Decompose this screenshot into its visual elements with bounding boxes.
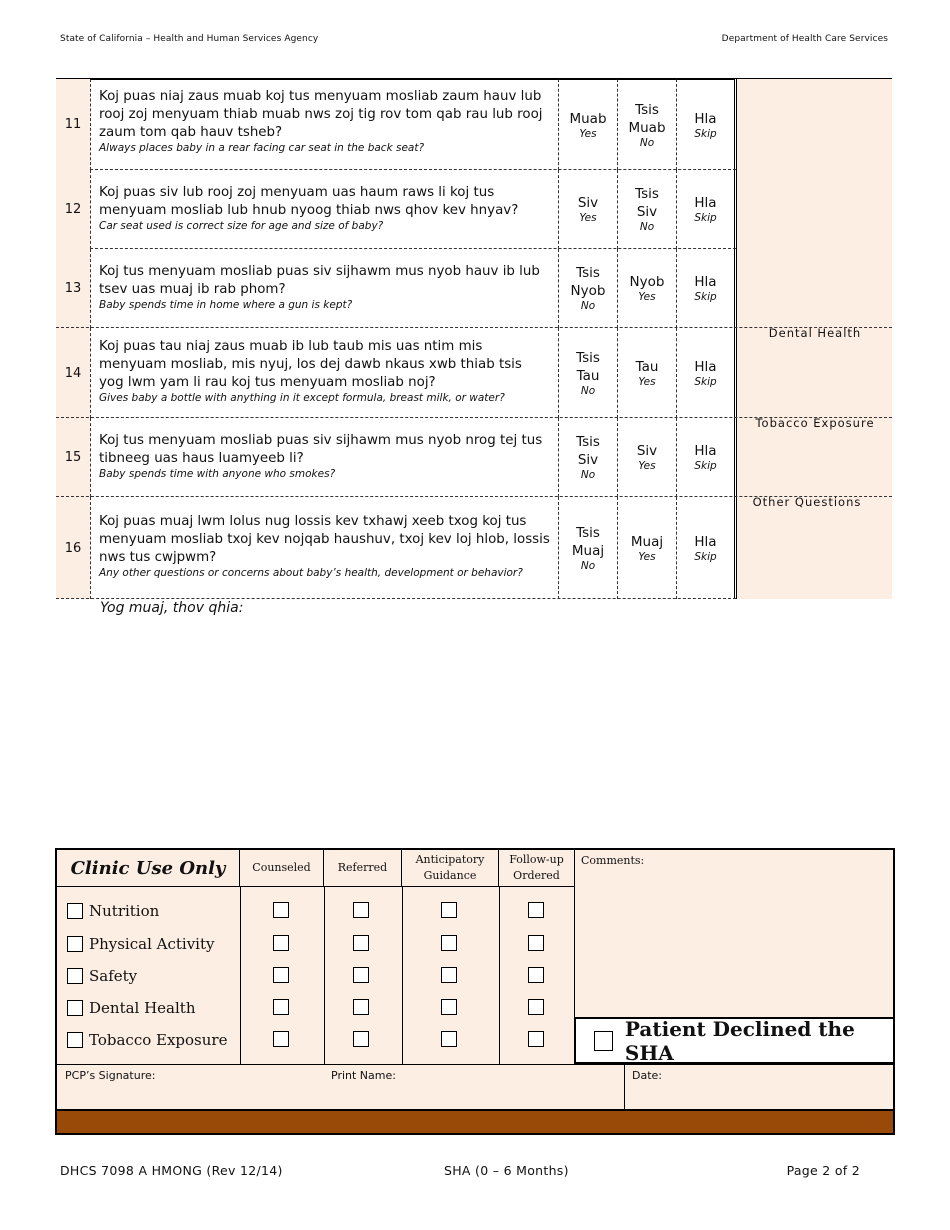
signature-row — [57, 1064, 893, 1110]
question-hmong: Koj puas niaj zaus muab koj tus menyuam mosliab zaum hauv lub rooj zoj menyuam thiab muab nws zoj tig rov tom qab rau lub rooj zaum tom qab hauv tsheb? — [99, 89, 543, 140]
answer-english: Yes — [638, 291, 656, 303]
answer-hmong: Tsis Siv — [576, 434, 600, 468]
clinic-use-box — [55, 848, 895, 1135]
answer-hmong: Tau — [635, 358, 659, 375]
counseled-checkbox[interactable] — [273, 967, 289, 983]
side-panel — [736, 497, 892, 599]
question-number: 14 — [56, 328, 90, 418]
signature-divider — [624, 1065, 625, 1111]
question-table — [56, 79, 892, 599]
answer-english: Yes — [638, 375, 656, 388]
question-hmong: Koj tus menyuam mosliab puas siv sijhawm mus nyob nrog tej tus tibneeg uas haus luamyeeb li? — [99, 433, 543, 466]
section-label-other: Other Questions — [752, 495, 862, 509]
question-hmong: Koj puas siv lub rooj zoj menyuam uas haum raws li koj tus menyuam mosliab lub hnub nyoog thiab nws qhov kev hnyav? — [99, 185, 519, 218]
question-number: 12 — [56, 170, 90, 249]
explain-answer-area[interactable] — [100, 620, 880, 820]
form-id: DHCS 7098 A HMONG (Rev 12/14) — [60, 1163, 283, 1178]
answer-option[interactable] — [558, 249, 617, 328]
follow-up-checkbox[interactable] — [528, 902, 544, 918]
clinic-title: Clinic Use Only — [57, 850, 240, 887]
answer-hmong: Tsis Muab — [628, 101, 666, 136]
question-number: 11 — [56, 79, 90, 170]
counseled-checkbox[interactable] — [273, 935, 289, 951]
answer-option[interactable] — [676, 170, 735, 249]
question-text — [90, 170, 558, 249]
answer-hmong: Tsis Nyob — [570, 265, 606, 299]
footer-color-bar — [57, 1109, 893, 1133]
topic-label: Tobacco Exposure — [89, 1031, 228, 1049]
anticipatory-guidance-checkbox[interactable] — [441, 902, 457, 918]
answer-option[interactable] — [676, 418, 735, 497]
explain-prompt: Yog muaj, thov qhia: — [100, 600, 244, 616]
tobacco-exposure-checkbox[interactable] — [67, 1032, 83, 1048]
answer-option[interactable] — [558, 497, 617, 599]
follow-up-checkbox[interactable] — [528, 1031, 544, 1047]
clinic-row-nutrition — [57, 894, 575, 926]
table-row — [56, 328, 892, 418]
answer-hmong: Nyob — [629, 274, 665, 290]
follow-up-checkbox[interactable] — [528, 935, 544, 951]
question-text — [90, 328, 558, 418]
referred-checkbox[interactable] — [353, 902, 369, 918]
question-hmong: Koj tus menyuam mosliab puas siv sijhawm mus nyob hauv ib lub tsev uas muaj ib rab phom? — [99, 264, 540, 297]
answer-english: No — [580, 384, 596, 397]
question-hmong: Koj puas muaj lwm lolus nug lossis kev txhawj xeeb txog koj tus menyuam mosliab txoj kev nojqab haushuv, txoj kev loj hlob, lossis nws tus cwjpwm? — [99, 514, 550, 565]
question-number: 13 — [56, 249, 90, 328]
answer-option[interactable] — [558, 79, 617, 170]
side-panel — [736, 170, 892, 249]
answer-english: Skip — [694, 127, 717, 140]
question-number: 16 — [56, 497, 90, 599]
question-english: Car seat used is correct size for age and size of baby? — [99, 220, 384, 232]
clinic-row-tobacco-exposure — [57, 1023, 575, 1055]
answer-option[interactable] — [558, 170, 617, 249]
nutrition-checkbox[interactable] — [67, 903, 83, 919]
print-name-label: Print Name: — [331, 1069, 396, 1082]
answer-english: Skip — [694, 550, 717, 563]
answer-hmong: Hla — [694, 195, 717, 211]
column-header-follow-up-ordered: Follow-up Ordered — [499, 850, 575, 887]
question-hmong: Koj puas tau niaj zaus muab ib lub taub mis uas ntim mis menyuam mosliab, mis nyuj, los dej dawb nkaus xwb thiab tsis yog lwm yam li rau koj tus menyuam mosliab noj? — [99, 339, 522, 390]
dental-health-checkbox[interactable] — [67, 1000, 83, 1016]
agency-header: State of California – Health and Human Services Agency — [60, 34, 319, 44]
question-text — [90, 418, 558, 497]
answer-option[interactable] — [676, 79, 735, 170]
answer-english: No — [639, 136, 655, 149]
answer-english: Yes — [579, 127, 597, 140]
anticipatory-guidance-checkbox[interactable] — [441, 967, 457, 983]
clinic-row-safety — [57, 959, 575, 991]
side-panel — [736, 418, 892, 497]
answer-hmong: Hla — [694, 533, 717, 550]
safety-checkbox[interactable] — [67, 968, 83, 984]
counseled-checkbox[interactable] — [273, 902, 289, 918]
counseled-checkbox[interactable] — [273, 1031, 289, 1047]
answer-english: No — [580, 469, 596, 481]
pcp-signature-label: PCP’s Signature: — [65, 1069, 156, 1082]
question-english: Baby spends time in home where a gun is kept? — [99, 299, 353, 311]
table-row — [56, 497, 892, 599]
answer-hmong: Hla — [694, 110, 717, 127]
patient-declined-option[interactable] — [574, 1017, 895, 1064]
date-label: Date: — [632, 1069, 662, 1082]
question-english: Any other questions or concerns about baby’s health, development or behavior? — [99, 567, 523, 579]
answer-english: Skip — [694, 460, 717, 472]
answer-english: No — [639, 221, 655, 233]
answer-option[interactable] — [617, 328, 676, 418]
referred-checkbox[interactable] — [353, 999, 369, 1015]
anticipatory-guidance-checkbox[interactable] — [441, 1031, 457, 1047]
column-header-counseled: Counseled — [240, 850, 324, 887]
answer-option[interactable] — [558, 418, 617, 497]
clinic-row-dental-health — [57, 991, 575, 1023]
answer-hmong: Hla — [694, 443, 717, 459]
counseled-checkbox[interactable] — [273, 999, 289, 1015]
question-text — [90, 79, 558, 170]
question-number: 15 — [56, 418, 90, 497]
topic-label: Safety — [89, 967, 138, 985]
side-panel — [736, 79, 892, 170]
answer-option[interactable] — [617, 79, 676, 170]
answer-english: No — [580, 559, 596, 572]
answer-english: Yes — [579, 212, 597, 224]
patient-declined-checkbox[interactable] — [594, 1031, 613, 1051]
answer-hmong: Muab — [569, 110, 607, 127]
section-label-tobacco: Tobacco Exposure — [755, 416, 875, 430]
answer-hmong: Hla — [694, 274, 717, 290]
question-text — [90, 249, 558, 328]
answer-option[interactable] — [617, 418, 676, 497]
follow-up-checkbox[interactable] — [528, 967, 544, 983]
answer-option[interactable] — [558, 328, 617, 418]
comments-field[interactable] — [574, 850, 895, 1017]
answer-hmong: Tsis Siv — [635, 186, 659, 220]
clinic-row-physical-activity — [57, 927, 575, 959]
answer-english: No — [580, 300, 596, 312]
topic-label: Dental Health — [89, 999, 196, 1017]
answer-option[interactable] — [676, 328, 735, 418]
table-row — [56, 79, 892, 170]
table-row — [56, 418, 892, 497]
topic-label: Physical Activity — [89, 935, 215, 953]
physical-activity-checkbox[interactable] — [67, 936, 83, 952]
answer-option[interactable] — [617, 249, 676, 328]
side-panel — [736, 328, 892, 418]
answer-hmong: Siv — [636, 443, 658, 459]
column-header-anticipatory-guidance: Anticipatory Guidance — [402, 850, 499, 887]
answer-english: Skip — [694, 291, 717, 303]
answer-option[interactable] — [617, 497, 676, 599]
table-row — [56, 170, 892, 249]
answer-hmong: Tsis Tau — [576, 349, 600, 384]
patient-declined-label: Patient Declined the SHA — [624, 1016, 855, 1065]
answer-option[interactable] — [676, 497, 735, 599]
side-panel — [736, 249, 892, 328]
question-english: Baby spends time with anyone who smokes? — [99, 468, 336, 480]
section-label-dental: Dental Health — [768, 326, 862, 340]
answer-english: Yes — [638, 460, 656, 472]
question-english: Always places baby in a rear facing car seat in the back seat? — [99, 142, 425, 154]
department-header: Department of Health Care Services — [721, 34, 888, 44]
form-name: SHA (0 – 6 Months) — [444, 1163, 569, 1178]
answer-option[interactable] — [676, 249, 735, 328]
referred-checkbox[interactable] — [353, 1031, 369, 1047]
answer-english: Skip — [694, 212, 717, 224]
comments-label: Comments: — [581, 854, 645, 867]
referred-checkbox[interactable] — [353, 967, 369, 983]
follow-up-checkbox[interactable] — [528, 999, 544, 1015]
table-row — [56, 249, 892, 328]
answer-option[interactable] — [617, 170, 676, 249]
question-english: Gives baby a bottle with anything in it except formula, breast milk, or water? — [99, 392, 505, 404]
anticipatory-guidance-checkbox[interactable] — [441, 935, 457, 951]
answer-hmong: Muaj — [630, 533, 664, 550]
answer-english: Skip — [694, 375, 717, 388]
referred-checkbox[interactable] — [353, 935, 369, 951]
question-text — [90, 497, 558, 599]
row-divider — [56, 598, 736, 599]
answer-hmong: Hla — [694, 358, 717, 375]
answer-hmong: Tsis Muaj — [571, 524, 605, 559]
column-header-referred: Referred — [324, 850, 402, 887]
answer-english: Yes — [638, 550, 656, 563]
answer-hmong: Siv — [577, 195, 599, 211]
anticipatory-guidance-checkbox[interactable] — [441, 999, 457, 1015]
page-number: Page 2 of 2 — [786, 1163, 860, 1178]
topic-label: Nutrition — [89, 902, 160, 920]
